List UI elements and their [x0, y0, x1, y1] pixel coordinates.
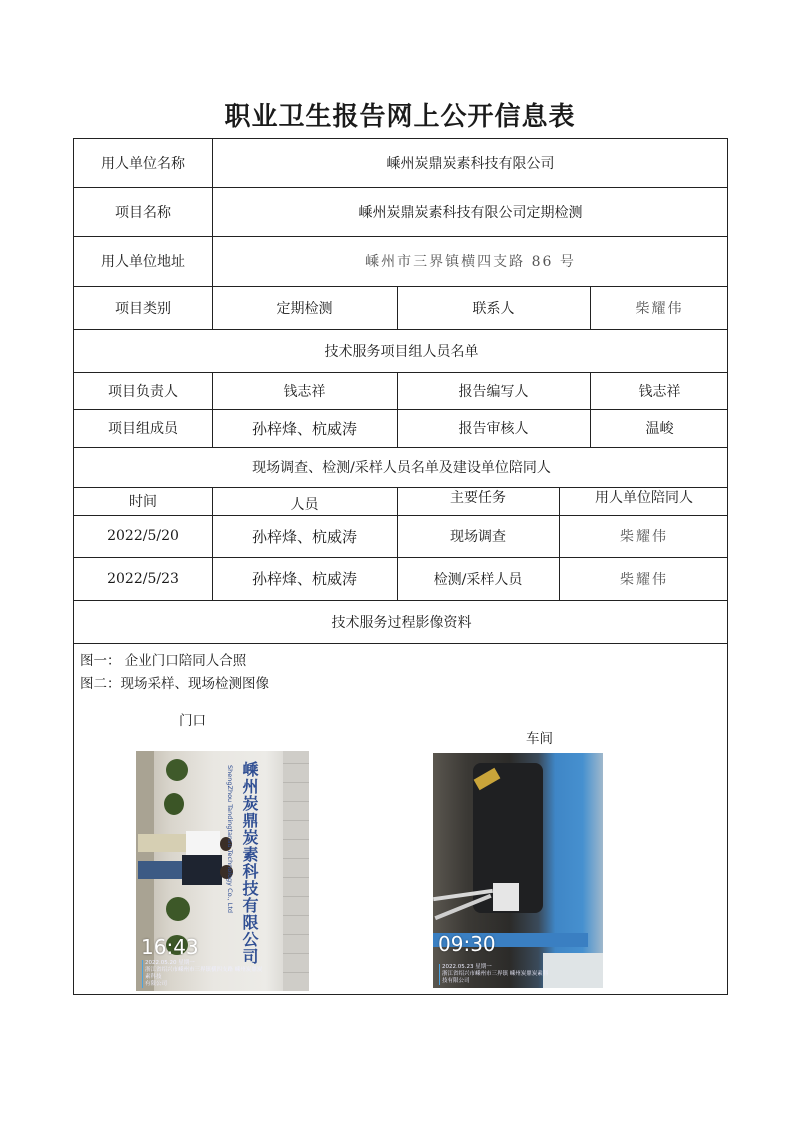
col-header-staff: 人员	[290, 497, 319, 513]
project-type-label: 项目类别	[115, 300, 171, 317]
writer-value: 钱志祥	[638, 383, 681, 400]
project-name-label: 项目名称	[115, 204, 171, 221]
members-value: 孙梓烽、杭威涛	[251, 419, 357, 438]
stamp-location: 浙江省绍兴市嵊州市三界镇横四支路 嵊州炭鼎炭素科技	[145, 967, 263, 980]
reviewer-label: 报告审核人	[458, 421, 529, 437]
contact-value: 柴耀伟	[635, 300, 684, 317]
plant-icon	[166, 897, 190, 921]
fieldwork-staff: 孙梓烽、杭威涛	[251, 527, 357, 546]
fieldwork-staff: 孙梓烽、杭威涛	[251, 570, 357, 588]
leader-value: 钱志祥	[283, 383, 326, 400]
person-shirt	[182, 855, 222, 885]
leader-label: 项目负责人	[108, 383, 178, 400]
stamp-date: 2022.05.20 星期一	[145, 960, 195, 966]
person-legs	[138, 861, 188, 879]
employer-name-value: 嵊州炭鼎炭素科技有限公司	[386, 156, 555, 172]
fieldwork-task: 检测/采样人员	[433, 571, 523, 588]
sampling-device	[493, 883, 519, 911]
reviewer-value: 温峻	[645, 421, 674, 437]
address-value: 嵊州市三界镇横四支路 86 号	[365, 254, 576, 270]
workshop-photo	[433, 753, 603, 988]
fieldwork-escort: 柴耀伟	[620, 529, 668, 545]
fieldwork-escort: 柴耀伟	[620, 571, 668, 588]
photo-location-stamp	[142, 960, 265, 988]
stamp-date: 2022.05.23 星期一	[442, 964, 492, 970]
project-type-value: 定期检测	[276, 300, 333, 317]
stamp-location-2: 有限公司	[145, 981, 168, 987]
photo-timestamp: 16:43	[141, 935, 199, 959]
photo-caption-entrance: 门口	[179, 713, 206, 729]
col-header-time: 时间	[129, 494, 157, 510]
writer-label: 报告编写人	[458, 383, 529, 400]
stamp-location-2: 技有限公司	[442, 978, 470, 984]
info-table	[73, 138, 728, 995]
company-sign-english: ShengZhou Tandingtansu Technology Co., Ltd	[226, 765, 234, 913]
stamp-location: 浙江省绍兴市嵊州市三界镇 嵊州炭鼎炭素科	[442, 971, 549, 977]
fieldwork-task: 现场调查	[450, 529, 506, 545]
employer-name-label: 用人单位名称	[101, 156, 185, 172]
fieldwork-date: 2022/5/23	[107, 570, 179, 587]
project-name-value: 嵊州炭鼎炭素科技有限公司定期检测	[358, 204, 583, 221]
contact-label: 联系人	[472, 300, 515, 317]
page-title: 职业卫生报告网上公开信息表	[224, 102, 576, 132]
photo-location-stamp	[439, 964, 562, 985]
plant-icon	[166, 759, 188, 781]
company-sign: 嵊州炭鼎炭素科技有限公司	[240, 761, 259, 965]
photo-timestamp: 09:30	[438, 932, 496, 956]
col-header-escort: 用人单位陪同人	[595, 490, 693, 506]
tile-wall	[283, 751, 309, 991]
row-divider	[74, 643, 727, 644]
fieldwork-section-title: 现场调查、检测/采样人员名单及建设单位陪同人	[252, 460, 551, 476]
entrance-photo	[136, 751, 309, 991]
figure-note-2: 图二：现场采样、现场检测图像	[80, 676, 269, 692]
fieldwork-date: 2022/5/20	[107, 528, 179, 544]
photo-caption-workshop: 车间	[526, 731, 553, 747]
media-section-title: 技术服务过程影像资料	[331, 614, 472, 631]
person-shirt	[186, 831, 220, 857]
team-section-title: 技术服务项目组人员名单	[324, 343, 479, 360]
members-label: 项目组成员	[108, 421, 178, 437]
plant-icon	[164, 793, 184, 815]
col-header-task: 主要任务	[450, 490, 506, 506]
address-label: 用人单位地址	[101, 254, 185, 270]
figure-note-1: 图一： 企业门口陪同人合照	[80, 653, 247, 669]
